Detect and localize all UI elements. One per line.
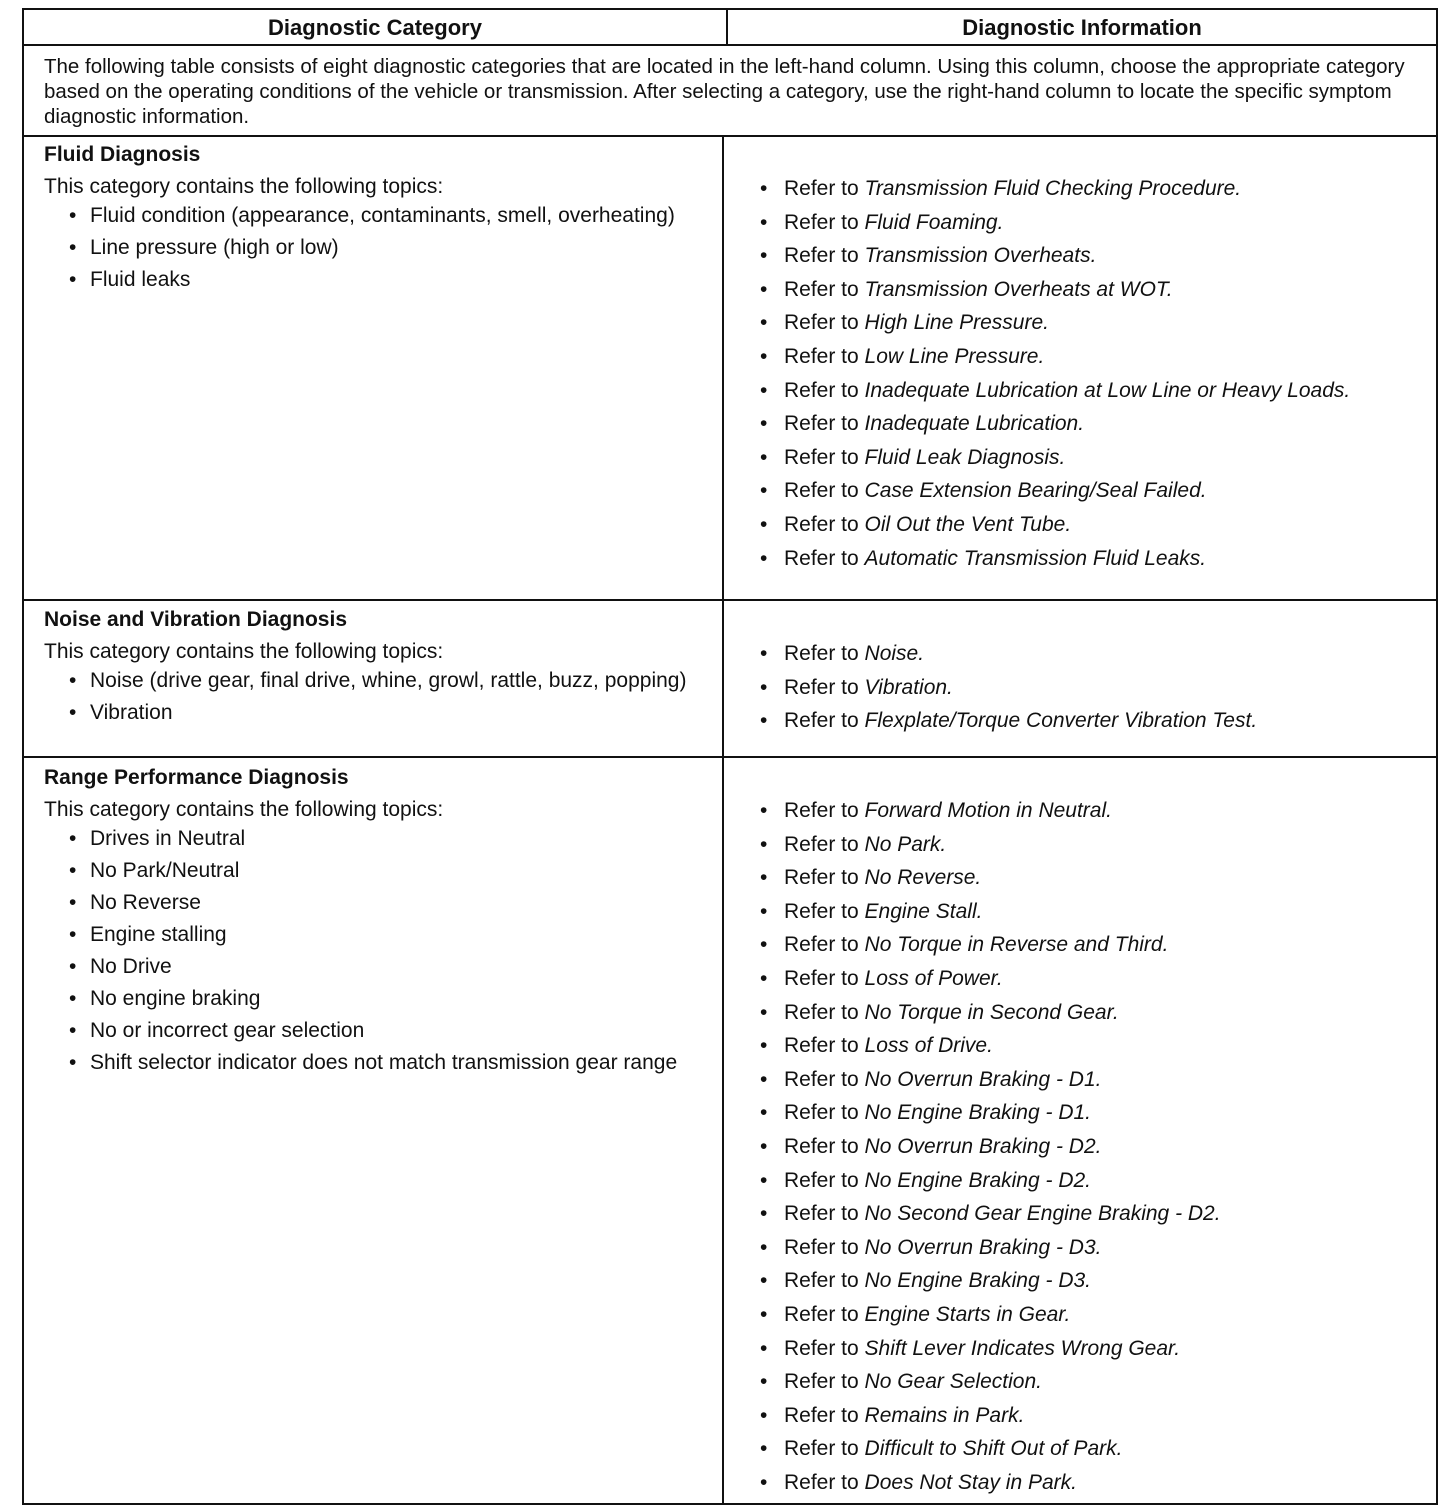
reference-item bbox=[760, 932, 1420, 957]
topic-item: • Engine stalling bbox=[69, 923, 704, 947]
reference-list bbox=[760, 641, 1420, 733]
reference-link-text: Engine Starts in Gear. bbox=[864, 1302, 1071, 1326]
reference-item bbox=[760, 478, 1420, 503]
refer-prefix: Refer to bbox=[784, 546, 859, 570]
category-subtitle: This category contains the following topics: bbox=[44, 640, 444, 663]
reference-item bbox=[760, 1168, 1420, 1193]
reference-link-text: No Overrun Braking - D1. bbox=[864, 1067, 1102, 1091]
reference-link-text: No Engine Braking - D3. bbox=[864, 1269, 1091, 1293]
topic-item: • Drives in Neutral bbox=[69, 827, 704, 851]
refer-prefix: Refer to bbox=[784, 1403, 859, 1427]
reference-link-text: Engine Stall. bbox=[864, 899, 983, 923]
reference-item bbox=[760, 277, 1420, 302]
refer-prefix: Refer to bbox=[784, 832, 859, 856]
refer-prefix: Refer to bbox=[784, 642, 859, 665]
reference-link-text: Vibration. bbox=[864, 675, 953, 699]
refer-prefix: Refer to bbox=[784, 244, 859, 268]
category-title: Range Performance Diagnosis bbox=[44, 766, 349, 789]
reference-item bbox=[760, 243, 1420, 268]
reference-link-text: No Engine Braking - D1. bbox=[864, 1101, 1091, 1125]
reference-link-text: Shift Lever Indicates Wrong Gear. bbox=[864, 1336, 1181, 1360]
reference-item bbox=[760, 1336, 1420, 1361]
reference-item bbox=[760, 1134, 1420, 1159]
refer-prefix: Refer to bbox=[784, 479, 859, 503]
refer-prefix: Refer to bbox=[784, 177, 859, 200]
reference-item bbox=[760, 966, 1420, 991]
refer-prefix: Refer to bbox=[784, 1101, 859, 1125]
category-subtitle: This category contains the following topics: bbox=[44, 175, 444, 198]
reference-item bbox=[760, 899, 1420, 924]
reference-link-text: Inadequate Lubrication. bbox=[864, 412, 1085, 436]
reference-link-text: High Line Pressure. bbox=[864, 311, 1049, 335]
reference-link-text: Loss of Drive. bbox=[864, 1034, 993, 1058]
reference-link-text: Flexplate/Torque Converter Vibration Test. bbox=[864, 709, 1258, 733]
column-divider bbox=[722, 137, 724, 1503]
reference-link-text: Transmission Overheats. bbox=[864, 244, 1097, 268]
refer-prefix: Refer to bbox=[784, 210, 859, 234]
category-cell-noise bbox=[44, 605, 704, 733]
refer-prefix: Refer to bbox=[784, 1134, 859, 1158]
topic-list bbox=[44, 827, 704, 1075]
reference-item bbox=[760, 344, 1420, 369]
category-cell-fluid bbox=[44, 140, 704, 300]
reference-link-text: Low Line Pressure. bbox=[864, 344, 1045, 368]
refer-prefix: Refer to bbox=[784, 966, 859, 990]
refer-prefix: Refer to bbox=[784, 1202, 859, 1226]
reference-item bbox=[760, 675, 1420, 700]
reference-link-text: No Second Gear Engine Braking - D2. bbox=[864, 1202, 1221, 1226]
refer-prefix: Refer to bbox=[784, 1000, 859, 1024]
refer-prefix: Refer to bbox=[784, 1067, 859, 1091]
reference-link-text: No Torque in Second Gear. bbox=[864, 1000, 1119, 1024]
refer-prefix: Refer to bbox=[784, 1336, 859, 1360]
reference-link-text: No Gear Selection. bbox=[864, 1370, 1042, 1394]
reference-item bbox=[760, 865, 1420, 890]
topic-list bbox=[44, 204, 704, 292]
refer-prefix: Refer to bbox=[784, 344, 859, 368]
reference-item bbox=[760, 546, 1420, 571]
reference-link-text: No Overrun Braking - D2. bbox=[864, 1134, 1102, 1158]
reference-item bbox=[760, 1403, 1420, 1428]
topic-item: • Line pressure (high or low) bbox=[69, 236, 704, 260]
category-cell-range bbox=[44, 763, 704, 1083]
reference-item bbox=[760, 1067, 1420, 1092]
refer-prefix: Refer to bbox=[784, 799, 859, 822]
topic-item: • Fluid leaks bbox=[69, 268, 704, 292]
intro-bottom-rule bbox=[24, 135, 1436, 137]
refer-prefix: Refer to bbox=[784, 412, 859, 436]
refer-prefix: Refer to bbox=[784, 675, 859, 699]
diagnostic-table bbox=[22, 8, 1438, 1505]
topic-item: • No Park/Neutral bbox=[69, 859, 704, 883]
refer-prefix: Refer to bbox=[784, 277, 859, 301]
topic-item: • No Drive bbox=[69, 955, 704, 979]
refer-prefix: Refer to bbox=[784, 1168, 859, 1192]
reference-link-text: No Reverse. bbox=[864, 866, 982, 890]
reference-link-text: Transmission Overheats at WOT. bbox=[864, 277, 1173, 301]
topic-item: • No engine braking bbox=[69, 987, 704, 1011]
reference-link-text: No Overrun Braking - D3. bbox=[864, 1235, 1102, 1259]
reference-link-text: Forward Motion in Neutral. bbox=[864, 799, 1112, 822]
topic-item: • Vibration bbox=[69, 701, 704, 725]
reference-item bbox=[760, 512, 1420, 537]
reference-item bbox=[760, 1470, 1420, 1495]
reference-item bbox=[760, 832, 1420, 857]
topic-item: • No Reverse bbox=[69, 891, 704, 915]
refer-prefix: Refer to bbox=[784, 933, 859, 957]
reference-item bbox=[760, 310, 1420, 335]
reference-item bbox=[760, 445, 1420, 470]
reference-link-text: Oil Out the Vent Tube. bbox=[864, 512, 1072, 536]
refer-prefix: Refer to bbox=[784, 378, 859, 402]
reference-item bbox=[760, 1201, 1420, 1226]
reference-link-text: Difficult to Shift Out of Park. bbox=[864, 1437, 1123, 1461]
topic-item: • Noise (drive gear, final drive, whine, growl, rattle, buzz, popping) bbox=[69, 669, 704, 693]
section-rule-1 bbox=[24, 599, 1436, 601]
category-title: Noise and Vibration Diagnosis bbox=[44, 608, 348, 631]
reference-item bbox=[760, 1033, 1420, 1058]
refer-prefix: Refer to bbox=[784, 1302, 859, 1326]
refer-prefix: Refer to bbox=[784, 866, 859, 890]
reference-link-text: Transmission Fluid Checking Procedure. bbox=[864, 177, 1242, 200]
intro-paragraph: The following table consists of eight diagnostic categories that are located in the left-hand column. Using this column, choose the appropriate category based on the operating conditions of the vehicle or transmission. After selecting a category, use the right-hand column to locate the specific symptom diagnostic information. bbox=[44, 55, 1405, 128]
reference-list bbox=[760, 176, 1420, 571]
reference-item bbox=[760, 1100, 1420, 1125]
info-cell-fluid bbox=[760, 176, 1420, 579]
reference-link-text: Automatic Transmission Fluid Leaks. bbox=[864, 546, 1207, 570]
topic-item: • Shift selector indicator does not match transmission gear range bbox=[69, 1051, 704, 1075]
reference-item bbox=[760, 641, 1420, 666]
reference-item bbox=[760, 1302, 1420, 1327]
refer-prefix: Refer to bbox=[784, 899, 859, 923]
reference-item bbox=[760, 1436, 1420, 1461]
refer-prefix: Refer to bbox=[784, 311, 859, 335]
reference-link-text: Fluid Leak Diagnosis. bbox=[864, 445, 1066, 469]
header-diagnostic-information: Diagnostic Information bbox=[728, 10, 1436, 46]
refer-prefix: Refer to bbox=[784, 709, 859, 733]
reference-link-text: No Engine Braking - D2. bbox=[864, 1168, 1091, 1192]
info-cell-range bbox=[760, 798, 1420, 1503]
reference-link-text: Noise. bbox=[864, 642, 925, 665]
reference-link-text: No Park. bbox=[864, 832, 947, 856]
reference-item bbox=[760, 708, 1420, 733]
reference-item bbox=[760, 1369, 1420, 1394]
reference-link-text: Loss of Power. bbox=[864, 966, 1003, 990]
refer-prefix: Refer to bbox=[784, 1437, 859, 1461]
reference-item bbox=[760, 210, 1420, 235]
refer-prefix: Refer to bbox=[784, 1235, 859, 1259]
reference-link-text: No Torque in Reverse and Third. bbox=[864, 933, 1169, 957]
category-subtitle: This category contains the following topics: bbox=[44, 798, 444, 821]
reference-link-text: Does Not Stay in Park. bbox=[864, 1470, 1077, 1494]
reference-item bbox=[760, 176, 1420, 201]
reference-link-text: Inadequate Lubrication at Low Line or Heavy Loads. bbox=[864, 378, 1351, 402]
header-divider bbox=[726, 10, 728, 46]
topic-list bbox=[44, 669, 704, 725]
refer-prefix: Refer to bbox=[784, 1034, 859, 1058]
section-rule-2 bbox=[24, 756, 1436, 758]
reference-item bbox=[760, 411, 1420, 436]
category-title: Fluid Diagnosis bbox=[44, 143, 201, 166]
refer-prefix: Refer to bbox=[784, 445, 859, 469]
reference-item bbox=[760, 1235, 1420, 1260]
reference-link-text: Remains in Park. bbox=[864, 1403, 1025, 1427]
header-diagnostic-category: Diagnostic Category bbox=[24, 10, 726, 46]
reference-item bbox=[760, 1268, 1420, 1293]
info-cell-noise bbox=[760, 641, 1420, 742]
refer-prefix: Refer to bbox=[784, 512, 859, 536]
reference-item bbox=[760, 378, 1420, 403]
topic-item: • Fluid condition (appearance, contaminants, smell, overheating) bbox=[69, 204, 704, 228]
reference-item bbox=[760, 798, 1420, 823]
refer-prefix: Refer to bbox=[784, 1470, 859, 1494]
refer-prefix: Refer to bbox=[784, 1370, 859, 1394]
reference-link-text: Fluid Foaming. bbox=[864, 210, 1004, 234]
reference-list bbox=[760, 798, 1420, 1495]
reference-item bbox=[760, 1000, 1420, 1025]
reference-link-text: Case Extension Bearing/Seal Failed. bbox=[864, 479, 1207, 503]
refer-prefix: Refer to bbox=[784, 1269, 859, 1293]
topic-item: • No or incorrect gear selection bbox=[69, 1019, 704, 1043]
